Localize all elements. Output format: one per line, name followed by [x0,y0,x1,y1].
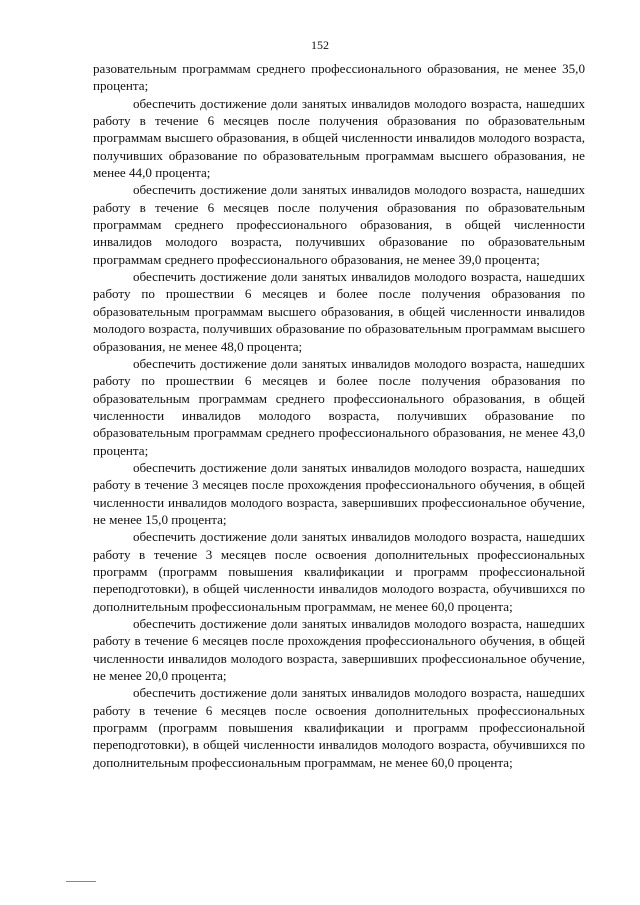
paragraph: обеспечить достижение доли занятых инвалидов молодого возраста, нашедших работу в течение 3 месяцев после прохождения профессионального обучения, в общей численности инвалидов молодого возраста, завершивших профессиональное обучение, не менее 15,0 процента; [93,459,585,527]
paragraph: обеспечить достижение доли занятых инвалидов молодого возраста, нашедших работу в течение 6 месяцев после получения образования по образовательным программам среднего профессионального образования, в общей численности инвалидов молодого возраста, получивших образование по образовательным программам среднего профессионального образования, не менее 39,0 процента; [93,182,585,267]
footer-divider [66,881,96,882]
paragraph: обеспечить достижение доли занятых инвалидов молодого возраста, нашедших работу в течение 6 месяцев после прохождения профессионального обучения, в общей численности инвалидов молодого возраста, завершивших профессиональное обучение, не менее 20,0 процента; [93,616,585,684]
page-number: 152 [311,38,329,52]
paragraph: обеспечить достижение доли занятых инвалидов молодого возраста, нашедших работу по прошествии 6 месяцев и более после получения образования по образовательным программам среднего профессионального образования, в общей численности инвалидов молодого возраста, получивших образование по образовательным программам среднего профессионального образования, не менее 43,0 процента; [93,355,585,458]
paragraph: обеспечить достижение доли занятых инвалидов молодого возраста, нашедших работу по прошествии 6 месяцев и более после получения образования по образовательным программам высшего образования, в общей численности инвалидов молодого возраста, получивших образование по образовательным программам высшего образования, не менее 48,0 процента; [93,269,585,354]
paragraph: обеспечить достижение доли занятых инвалидов молодого возраста, нашедших работу в течение 3 месяцев после освоения дополнительных профессиональных программ (программ повышения квалификации и программ профессиональной переподготовки), в общей численности инвалидов молодого возраста, обучившихся по дополнительным профессиональным программам, не менее 60,0 процента; [93,529,585,614]
paragraph: обеспечить достижение доли занятых инвалидов молодого возраста, нашедших работу в течение 6 месяцев после освоения дополнительных профессиональных программ (программ повышения квалификации и программ профессиональной переподготовки), в общей численности инвалидов молодого возраста, обучившихся по дополнительным профессиональным программам, не менее 60,0 процента; [93,685,585,770]
paragraph-continuation: разовательным программам среднего профессионального образования, не менее 35,0 процента; [93,61,585,94]
paragraph: обеспечить достижение доли занятых инвалидов молодого возраста, нашедших работу в течение 6 месяцев после получения образования по образовательным программам высшего образования, в общей численности инвалидов молодого возраста, получивших образование по образовательным программам высшего образования, не менее 44,0 процента; [93,95,585,181]
document-body [93,60,585,771]
